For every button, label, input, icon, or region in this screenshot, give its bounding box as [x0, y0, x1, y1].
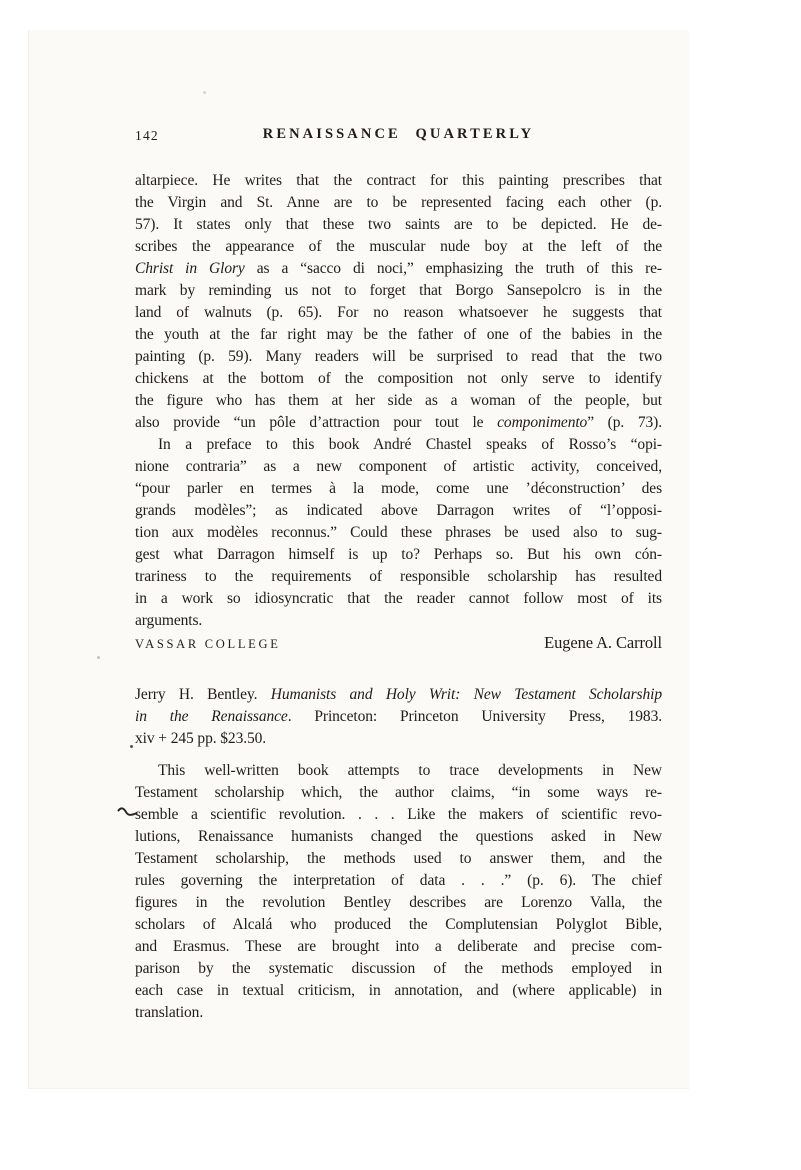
text-line: Jerry H. Bentley. Humanists and Holy Writ: New Testament Scholarship — [135, 686, 662, 703]
text-line: grands modèles”; as indicated above Darragon writes of “l’opposi- — [135, 502, 662, 519]
text-line: figures in the revolution Bentley describes are Lorenzo Valla, the — [135, 894, 662, 911]
text-block — [135, 170, 662, 1024]
text-line: scribes the appearance of the muscular nude boy at the left of the — [135, 238, 662, 255]
text-line: nione contraria” as a new component of artistic activity, conceived, — [135, 458, 662, 475]
text-line: parison by the systematic discussion of the methods employed in — [135, 960, 662, 977]
handwritten-squiggle-mark — [117, 806, 139, 820]
scan-speck — [203, 91, 206, 94]
text-line: In a preface to this book André Chastel speaks of Rosso’s “opi- — [158, 436, 662, 453]
text-line: in a work so idiosyncratic that the reader cannot follow most of its — [135, 590, 662, 607]
text-line: xiv + 245 pp. $23.50. — [135, 730, 267, 747]
text-line: arguments. — [135, 612, 203, 629]
text-line: each case in textual criticism, in annotation, and (where applicable) in — [135, 982, 662, 999]
text-line: the figure who has them at her side as a woman of the people, but — [135, 392, 662, 409]
text-line: semble a scientific revolution. . . . Like the makers of scientific revo- — [135, 806, 662, 823]
text-line: the Virgin and St. Anne are to be represented facing each other (p. — [135, 194, 662, 211]
text-line: altarpiece. He writes that the contract for this painting prescribes that — [135, 172, 662, 189]
text-line: Testament scholarship, the methods used to answer them, and the — [135, 850, 662, 867]
text-line: translation. — [135, 1004, 204, 1021]
text-line: mark by reminding us not to forget that Borgo Sansepolcro is in the — [135, 282, 662, 299]
text-line: the youth at the far right may be the father of one of the babies in the — [135, 326, 662, 343]
page-number: 142 — [135, 128, 159, 143]
scan-speck — [97, 656, 100, 659]
text-line: “pour parler en termes à la mode, come une ’déconstruction’ des — [135, 480, 662, 497]
text-line: and Erasmus. These are brought into a deliberate and precise com- — [135, 938, 662, 955]
text-line: trariness to the requirements of responsible scholarship has resulted — [135, 568, 662, 585]
review1-paragraph-2 — [135, 434, 662, 632]
signature-reviewer: Eugene A. Carroll — [544, 633, 662, 652]
text-line: painting (p. 59). Many readers will be surprised to read that the two — [135, 348, 662, 365]
running-head — [135, 126, 662, 144]
text-line: This well-written book attempts to trace developments in New — [158, 762, 662, 779]
text-line: tion aux modèles reconnus.” Could these phrases be used also to sug- — [135, 524, 662, 541]
text-line: also provide “un pôle d’attraction pour tout le componimento” (p. 73). — [135, 414, 663, 431]
signature-institution: VASSAR COLLEGE — [135, 637, 281, 651]
scan-speck — [130, 745, 133, 748]
text-line: land of walnuts (p. 65). For no reason whatsoever he suggests that — [135, 304, 662, 321]
journal-page-scan — [28, 30, 689, 1089]
reviewer-signature — [135, 632, 662, 654]
journal-header: RENAISSANCE QUARTERLY — [262, 126, 535, 142]
text-line: gest what Darragon himself is up to? Perhaps so. But his own cón- — [135, 546, 662, 563]
text-line: Testament scholarship which, the author claims, “in some ways re- — [135, 784, 662, 801]
text-line: 57). It states only that these two saints are to be depicted. He de- — [135, 216, 662, 233]
text-line: chickens at the bottom of the composition not only serve to identify — [135, 370, 662, 387]
text-line: in the Renaissance. Princeton: Princeton University Press, 1983. — [135, 708, 663, 725]
text-line: rules governing the interpretation of data . . .” (p. 6). The chief — [135, 872, 662, 889]
text-line: lutions, Renaissance humanists changed the questions asked in New — [135, 828, 662, 845]
review1-paragraph-1 — [135, 170, 662, 434]
review2-paragraph-1 — [135, 760, 662, 1024]
book-citation — [135, 684, 662, 750]
text-line: Christ in Glory as a “sacco di noci,” emphasizing the truth of this re- — [135, 260, 662, 277]
text-line: scholars of Alcalá who produced the Complutensian Polyglot Bible, — [135, 916, 662, 933]
